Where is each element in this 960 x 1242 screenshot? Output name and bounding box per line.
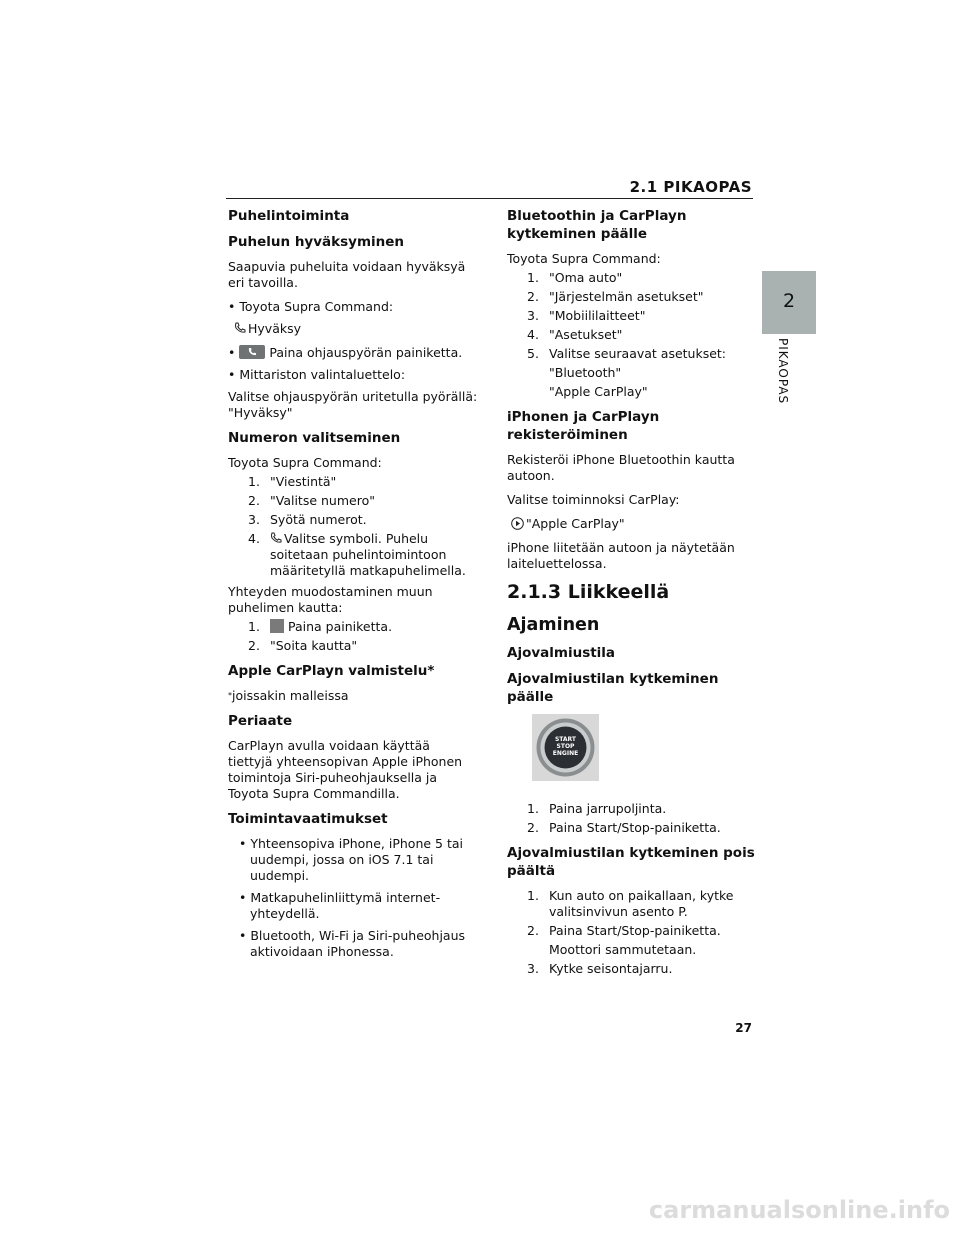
heading-ajovalmiustila-paalle: Ajovalmiustilan kytkeminen päälle bbox=[507, 671, 719, 705]
heading-numeron-valitseminen: Numeron valitseminen bbox=[228, 430, 401, 446]
paragraph-rekisteroi: Rekisteröi iPhone Bluetoothin kautta autoon. bbox=[507, 452, 735, 483]
paragraph-command: Toyota Supra Command: bbox=[228, 455, 382, 470]
ordered-list-bt bbox=[507, 270, 757, 362]
heading-toimintavaatimukset: Toimintavaatimukset bbox=[228, 811, 388, 827]
list-item: 1. "Oma auto" bbox=[527, 270, 623, 285]
sub-item-apple-carplay: "Apple CarPlay" bbox=[549, 384, 648, 399]
engine-label-engine: ENGINE bbox=[552, 750, 579, 757]
list-item: 3. "Mobiililaitteet" bbox=[527, 308, 646, 323]
paragraph-carplay: CarPlayn avulla voidaan käyttää tiettyjä yhteensopivan Apple iPhonen toimintoja Siri-puheohjauksella ja Toyota Supra Commandilla. bbox=[228, 738, 463, 801]
list-item-paina: • Paina ohjauspyörän painiketta. bbox=[228, 345, 463, 360]
list-item: • Matkapuhelinliittymä internet-yhteydellä. bbox=[239, 890, 441, 921]
ordered-list-muun bbox=[228, 619, 478, 654]
list-item: 1. "Viestintä" bbox=[248, 474, 337, 489]
watermark: carmanualsonline.info bbox=[648, 1196, 950, 1224]
ordered-list-kytke bbox=[507, 961, 757, 977]
heading-periaate: Periaate bbox=[228, 713, 293, 729]
list-item-command: • Toyota Supra Command: bbox=[228, 299, 394, 314]
list-item: 2. "Valitse numero" bbox=[248, 493, 375, 508]
option-button-icon bbox=[270, 619, 284, 633]
sub-item-bluetooth: "Bluetooth" bbox=[549, 365, 622, 380]
list-item-mittaristo: • Mittariston valintaluettelo: bbox=[228, 367, 406, 382]
paragraph-yhteyden: Yhteyden muodostaminen muun puhelimen kautta: bbox=[228, 584, 433, 615]
paragraph-valitse-carplay: Valitse toiminnoksi CarPlay: bbox=[507, 492, 680, 507]
paragraph-liitetaan: iPhone liitetään autoon ja näytetään laiteluettelossa. bbox=[507, 540, 735, 571]
list-item: 1. Paina jarrupoljinta. bbox=[527, 801, 667, 816]
footnote-joissakin: *joissakin malleissa bbox=[228, 688, 349, 703]
section-header-title: 2.1 PIKAOPAS bbox=[629, 178, 752, 196]
list-item: • Yhteensopiva iPhone, iPhone 5 tai uudempi, jossa on iOS 7.1 tai uudempi. bbox=[239, 836, 463, 883]
paragraph-valitse-ohjauspyoran: Valitse ohjauspyörän uritetulla pyörällä: "Hyväksy" bbox=[228, 389, 478, 420]
ordered-list-paalle bbox=[507, 801, 757, 836]
left-column bbox=[228, 207, 478, 966]
heading-bluetooth-carplay: Bluetoothin ja CarPlayn kytkeminen päälle bbox=[507, 208, 687, 242]
heading-puhelintoiminta: Puhelintoiminta bbox=[228, 208, 350, 224]
engine-label-stop: STOP bbox=[556, 743, 575, 750]
chapter-label bbox=[762, 338, 816, 418]
steering-phone-button-icon bbox=[239, 345, 265, 359]
right-column bbox=[507, 207, 757, 980]
list-item: 1. Kun auto on paikallaan, kytke valitsinvivun asento P. bbox=[527, 888, 734, 919]
chapter-label-text: PIKAOPAS bbox=[776, 338, 790, 405]
list-item: 1. Paina painiketta. bbox=[248, 619, 393, 634]
list-item: 4. Valitse symboli. Puhelu soitetaan puhelintoimintoon määritetyllä matkapuhelimella. bbox=[248, 531, 466, 578]
heading-iphonen-rekisteroiminen: iPhonen ja CarPlayn rekisteröiminen bbox=[507, 409, 660, 443]
heading-ajovalmiustila: Ajovalmiustila bbox=[507, 645, 616, 661]
heading-puhelun-hyvaksyminen: Puhelun hyväksyminen bbox=[228, 234, 405, 250]
apple-carplay-line: "Apple CarPlay" bbox=[507, 516, 757, 532]
page-number: 27 bbox=[735, 1021, 752, 1035]
list-item: 2. Paina Start/Stop-painiketta. bbox=[527, 820, 721, 835]
play-circle-icon bbox=[511, 517, 524, 530]
paragraph-command: Toyota Supra Command: bbox=[507, 251, 661, 266]
phone-icon bbox=[234, 322, 246, 334]
phone-icon bbox=[270, 532, 282, 544]
header-rule bbox=[226, 198, 753, 199]
list-item: 4. "Asetukset" bbox=[527, 327, 623, 342]
sub-item-moottori: Moottori sammutetaan. bbox=[549, 942, 697, 957]
list-item: 2. "Soita kautta" bbox=[248, 638, 358, 653]
list-item: 2. Paina Start/Stop-painiketta. bbox=[527, 923, 721, 938]
chapter-number: 2 bbox=[782, 290, 796, 312]
heading-ajaminen: Ajaminen bbox=[507, 615, 600, 635]
list-item: 3. Syötä numerot. bbox=[248, 512, 367, 527]
list-item: • Bluetooth, Wi-Fi ja Siri-puheohjaus aktivoidaan iPhonessa. bbox=[239, 928, 466, 959]
hyvaksy-line: Hyväksy bbox=[228, 321, 478, 337]
list-item: 3. Kytke seisontajarru. bbox=[527, 961, 673, 976]
heading-ajovalmiustila-pois: Ajovalmiustilan kytkeminen pois päältä bbox=[507, 845, 755, 879]
paragraph-saapuvia: Saapuvia puheluita voidaan hyväksyä eri tavoilla. bbox=[228, 259, 466, 290]
section-heading-liikkeella: 2.1.3 Liikkeellä bbox=[507, 581, 670, 603]
ordered-list-numero bbox=[228, 474, 478, 579]
list-item: 2. "Järjestelmän asetukset" bbox=[527, 289, 704, 304]
list-item: 5. Valitse seuraavat asetukset: bbox=[527, 346, 727, 361]
engine-label-start: START bbox=[554, 736, 577, 743]
heading-apple-carplay: Apple CarPlayn valmistelu* bbox=[228, 663, 435, 679]
ordered-list-pois bbox=[507, 888, 757, 939]
start-stop-button-image bbox=[532, 714, 599, 781]
